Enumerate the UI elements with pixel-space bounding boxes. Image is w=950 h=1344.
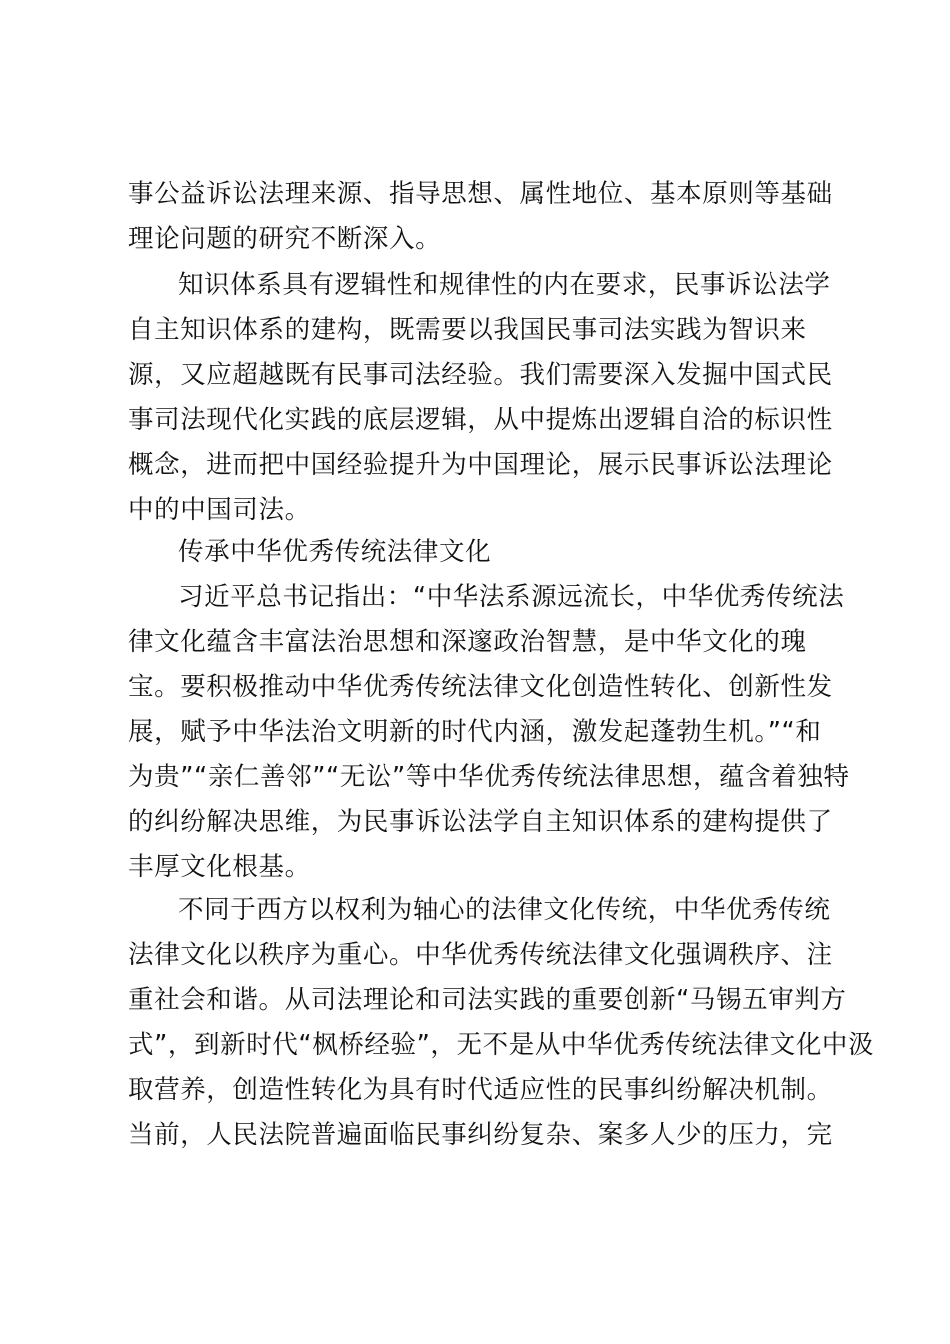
text-line: 当前，人民法院普遍面临民事纠纷复杂、案多人少的压力，完 [128,1120,833,1150]
text-line: 自主知识体系的建构，既需要以我国民事司法实践为智识来 [128,315,807,345]
paragraph-start-line: 习近平总书记指出：“中华法系源远流长，中华优秀传统法 [178,582,845,612]
text-line: 重社会和谐。从司法理论和司法实践的重要创新“马锡五审判方 [128,985,847,1015]
text-line: 取营养，创造性转化为具有时代适应性的民事纠纷解决机制。 [128,1075,833,1105]
paragraph-start-line: 知识体系具有逻辑性和规律性的内在要求，民事诉讼法学 [178,270,831,300]
text-line: 式”，到新时代“枫桥经验”，无不是从中华优秀传统法律文化中汲 [128,1030,875,1060]
text-line: 概念，进而把中国经验提升为中国理论，展示民事诉讼法理论 [128,450,833,480]
text-line: 中的中国司法。 [128,495,311,525]
text-line: 宝。要积极推动中华优秀传统法律文化创造性转化、创新性发 [128,672,833,702]
text-line: 为贵”“亲仁善邻”“无讼”等中华优秀传统法律思想，蕴含着独特 [128,762,850,792]
text-line: 源，又应超越既有民事司法经验。我们需要深入发掘中国式民 [128,360,833,390]
text-line: 事司法现代化实践的底层逻辑，从中提炼出逻辑自洽的标识性 [128,405,833,435]
text-line: 律文化蕴含丰富法治思想和深邃政治智慧，是中华文化的瑰 [128,627,807,657]
section-heading: 传承中华优秀传统法律文化 [178,537,492,567]
text-line: 展，赋予中华法治文明新的时代内涵，激发起蓬勃生机。”“和 [128,717,822,747]
text-line: 理论问题的研究不断深入。 [128,224,442,254]
text-line: 丰厚文化根基。 [128,852,311,882]
paragraph-start-line: 不同于西方以权利为轴心的法律文化传统，中华优秀传统 [178,895,831,925]
text-line: 的纠纷解决思维，为民事诉讼法学自主知识体系的建构提供了 [128,807,833,837]
text-line: 事公益诉讼法理来源、指导思想、属性地位、基本原则等基础 [128,179,833,209]
text-line: 法律文化以秩序为重心。中华优秀传统法律文化强调秩序、注 [128,940,833,970]
